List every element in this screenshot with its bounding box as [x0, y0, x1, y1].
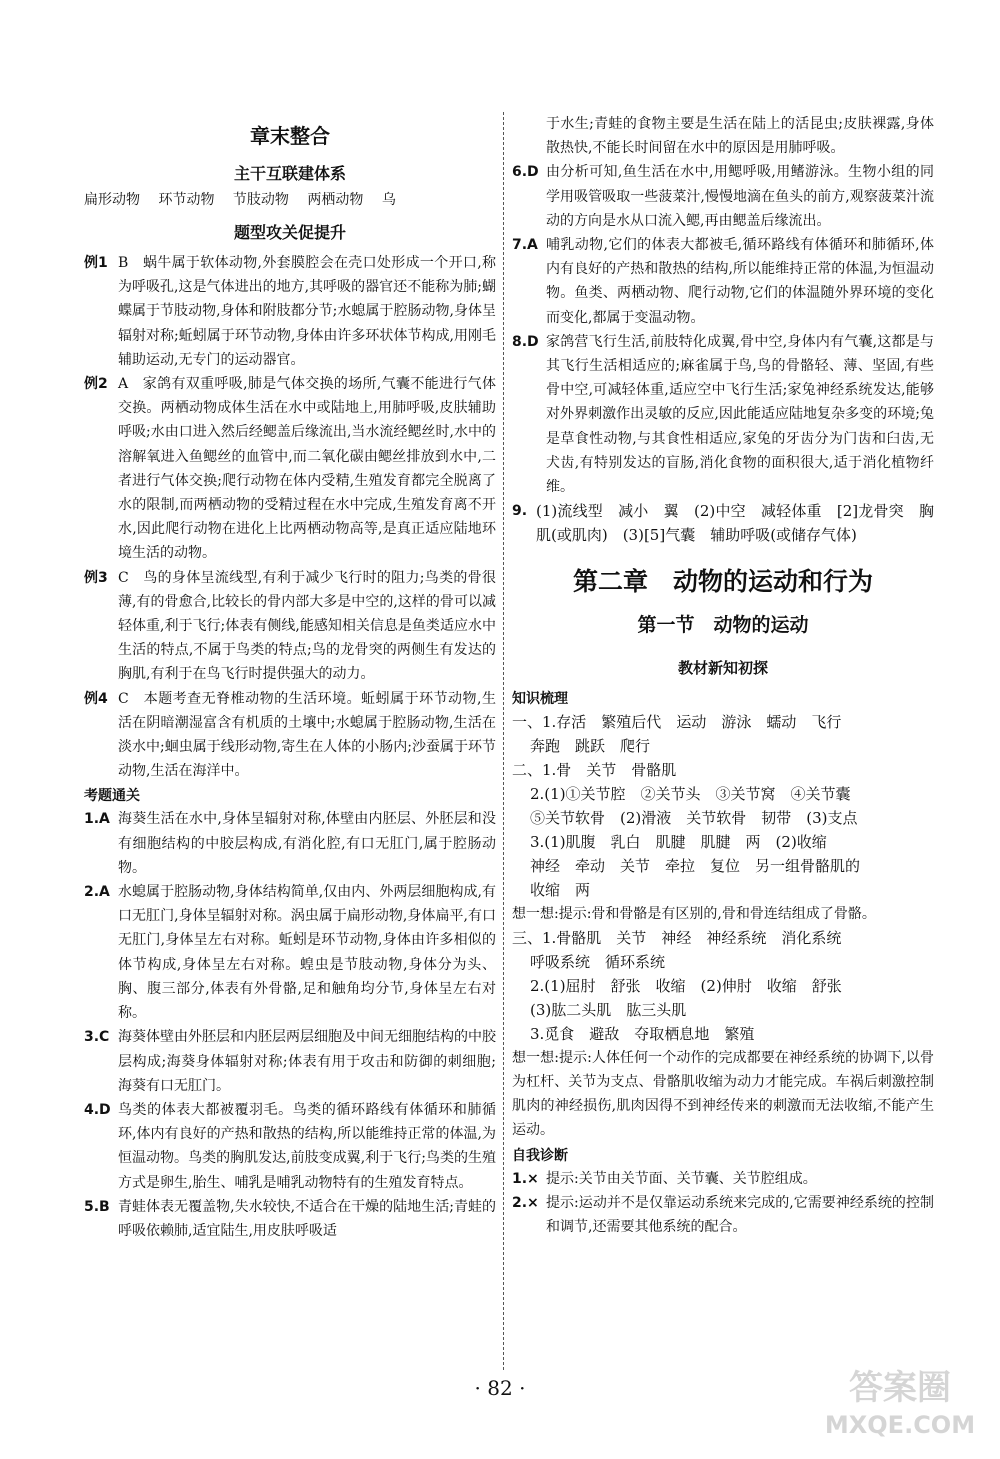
- keyword: 节肢动物: [232, 192, 289, 208]
- example-item: [84, 372, 496, 566]
- example-number: 例2: [84, 376, 108, 393]
- answer-line: 收缩 两: [530, 880, 591, 899]
- exam-text: 家鸽营飞行生活,前肢特化成翼,骨中空,身体内有气囊,这都是与其飞行生活相适应的;麻雀属于鸟,鸟的骨骼轻、薄、坚固,有些骨中空,可减轻体重,适应空中飞行生活;家兔神经系统发达,能够对外界刺激作出灵敏的反应,因此能适应陆地复杂多变的环境;兔是草食性动物,与其食性相适应,家兔的牙齿分为门齿和臼齿,无犬齿,有特别发达的盲肠,消化食物的面积很大,适于消化植物纤维。: [546, 333, 934, 496]
- exam-number: 7.A: [512, 237, 538, 254]
- exam-item: [84, 807, 496, 880]
- exam-item: [512, 499, 934, 547]
- answer-line: ⑤关节软骨 (2)滑液 关节软骨 韧带 (3)支点: [530, 808, 858, 827]
- self-check-item: [512, 1167, 934, 1191]
- exam-item: [84, 880, 496, 1025]
- self-check-number: 1.×: [512, 1170, 539, 1187]
- think-note: 想一想:提示:人体任何一个动作的完成都要在神经系统的协调下,以骨为杠杆、关节为支点、骨骼肌收缩为动力才能完成。车祸后刺激控制肌肉的神经损伤,肌肉因得不到神经传来的刺激而无法收缩,不能产生运动。: [512, 1049, 934, 1139]
- answer-line: 奔跑 跳跃 爬行: [530, 736, 651, 755]
- exam-text: 海葵体壁由外胚层和内胚层两层细胞及中间无细胞结构的中胶层构成;海葵身体辐射对称;体表有用于攻击和防御的刺细胞;海葵有口无肛门。: [118, 1029, 496, 1094]
- keyword-list: [84, 188, 496, 212]
- exam-text: 海葵生活在水中,身体呈辐射对称,体壁由内胚层、外胚层和没有细胞结构的中胶层构成,有消化腔,有口无肛门,属于腔肠动物。: [118, 811, 496, 876]
- exam-text: 水螅属于腔肠动物,身体结构简单,仅由内、外两层细胞构成,有口无肛门,身体呈辐射对称。涡虫属于扁形动物,身体扁平,有口无肛门,身体呈左右对称。蚯蚓是环节动物,身体由许多相似的体节构成,身体呈左右对称。蝗虫是节肢动物,身体分为头、胸、腹三部分,体表有外骨骼,足和触角均分节,身体呈左右对称。: [118, 884, 496, 1022]
- example-item: [84, 251, 496, 372]
- answer-line: 3.觅食 避敌 夺取栖息地 繁殖: [530, 1024, 755, 1043]
- knowledge-label: 知识梳理: [512, 690, 568, 707]
- exam-number: 9.: [512, 503, 528, 520]
- example-number: 例3: [84, 569, 108, 586]
- right-column: [512, 112, 934, 1239]
- answer-line: 3.(1)肌腹 乳白 肌腱 肌腱 两 (2)收缩: [530, 832, 827, 851]
- self-check-number: 2.×: [512, 1194, 539, 1211]
- section-title-practice: 题型攻关促提升: [233, 223, 346, 242]
- continuation-text: 于水生;青蛙的食物主要是生活在陆上的活昆虫;皮肤裸露,身体散热快,不能长时间留在水中的原因是用肺呼吸。: [546, 116, 934, 157]
- self-check-text: 提示:运动并不是仅靠运动系统来完成的,它需要神经系统的控制和调节,还需要其他系统的配合。: [546, 1194, 934, 1236]
- watermark-logo: [820, 1355, 980, 1445]
- chapter-title: 章末整合: [250, 124, 330, 148]
- keyword: 扁形动物: [84, 192, 140, 208]
- exam-number: 3.C: [84, 1029, 110, 1046]
- exam-item: [84, 1098, 496, 1195]
- think-note: 想一想:提示:骨和骨骼是有区别的,骨和骨连结组成了骨骼。: [512, 905, 876, 922]
- answer-line: 二、1.骨 关节 骨骼肌: [512, 760, 677, 779]
- keyword: 两栖动物: [307, 192, 364, 208]
- answer-line: 一、1.存活 繁殖后代 运动 游泳 蠕动 飞行: [512, 712, 842, 731]
- answer-line: 2.(1)屈肘 舒张 收缩 (2)伸肘 收缩 舒张: [530, 976, 842, 995]
- exam-text: (1)流线型 减小 翼 (2)中空 减轻体重 [2]龙骨突 胸肌(或肌肉) (3)[5]气囊 辅助呼吸(或储存气体): [536, 502, 934, 545]
- exam-text: 哺乳动物,它们的体表大都被毛,循环路线有体循环和肺循环,体内有良好的产热和散热的结构,所以能维持正常的体温,为恒温动物。鱼类、两栖动物、爬行动物,它们的体温随外界环境的变化而变化,都属于变温动物。: [546, 237, 934, 326]
- answer-line: 2.(1)①关节腔 ②关节头 ③关节窝 ④关节囊: [530, 784, 851, 803]
- exam-item: [84, 1025, 496, 1098]
- answer-line: (3)肱二头肌 肱三头肌: [530, 1000, 687, 1019]
- answer-line: 呼吸系统 循环系统: [530, 952, 666, 971]
- exam-item: [84, 1195, 496, 1243]
- example-item: [84, 687, 496, 784]
- exam-number: 6.D: [512, 164, 539, 181]
- self-check-item: [512, 1191, 934, 1239]
- self-check-label: 自我诊断: [512, 1147, 568, 1164]
- example-number: 例4: [84, 690, 108, 707]
- exam-item: [512, 160, 934, 233]
- example-item: [84, 566, 496, 687]
- exam-number: 8.D: [512, 333, 539, 350]
- example-text: C 鸟的身体呈流线型,有利于减少飞行时的阻力;鸟类的骨很薄,有的骨愈合,比较长的骨内部大多是中空的,这样的骨可以减轻体重,利于飞行;体表有侧线,能感知相关信息是鱼类适应水中生活的特点,不属于鸟类的特点;鸟的龙骨突的两侧生有发达的胸肌,有利于在鸟飞行时提供强大的动力。: [118, 569, 496, 683]
- column-divider: [503, 112, 504, 1370]
- section-title-structure: 主干互联建体系: [233, 164, 346, 183]
- subsection-title: 教材新知初探: [677, 658, 768, 677]
- left-column: [84, 112, 496, 1243]
- exam-text: 由分析可知,鱼生活在水中,用鳃呼吸,用鳍游泳。生物小组的同学用吸管吸取一些菠菜汁,慢慢地滴在鱼头的前方,观察菠菜汁流动的方向是水从口流入鳃,再由鳃盖后缘流出。: [546, 164, 934, 229]
- example-text: A 家鸽有双重呼吸,肺是气体交换的场所,气囊不能进行气体交换。两栖动物成体生活在水中或陆地上,用肺呼吸,皮肤辅助呼吸;水由口进入然后经鳃盖后缘流出,当水流经鳃丝时,水中的溶解氧进入鱼鳃丝的血管中,而二氧化碳由鳃丝排放到水中,二者进行气体交换;爬行动物在体内受精,生殖发育都完全脱离了水的限制,而两栖动物的受精过程在水中完成,生殖发育离不开水,因此爬行动物在进化上比两栖动物高等,是真正适应陆地环境生活的动物。: [118, 376, 496, 562]
- chapter-two-title: 第二章 动物的运动和行为: [572, 566, 873, 596]
- answer-line: 三、1.骨骼肌 关节 神经 神经系统 消化系统: [512, 928, 842, 947]
- exam-number: 1.A: [84, 811, 110, 828]
- keyword: 环节动物: [158, 192, 215, 208]
- exam-number: 4.D: [84, 1101, 111, 1118]
- exam-number: 5.B: [84, 1198, 110, 1215]
- example-text: B 蜗牛属于软体动物,外套膜腔会在壳口处形成一个开口,称为呼吸孔,这是气体进出的地方,其呼吸的器官还不能称为肺;蝴蝶属于节肢动物,身体和附肢都分节;水螅属于腔肠动物,身体呈辐射对称;蚯蚓属于环节动物,身体由许多环状体节构成,用刚毛辅助运动,无专门的运动器官。: [118, 255, 496, 368]
- watermark-line2: MXQE.COM: [824, 1411, 976, 1439]
- exam-text: 鸟类的体表大都被覆羽毛。鸟类的循环路线有体循环和肺循环,体内有良好的产热和散热的结构,所以能维持正常的体温,为恒温动物。鸟类的胸肌发达,前肢变成翼,利于飞行;鸟类的生殖方式是卵生,胎生、哺乳是哺乳动物特有的生殖发育特点。: [118, 1101, 496, 1191]
- page-number: · 82 ·: [474, 1376, 526, 1400]
- exam-number: 2.A: [84, 884, 110, 901]
- section-one-title: 第一节 动物的运动: [637, 613, 809, 636]
- example-text: C 本题考查无脊椎动物的生活环境。蚯蚓属于环节动物,生活在阴暗潮湿富含有机质的土壤中;水螅属于腔肠动物,生活在淡水中;蛔虫属于线形动物,寄生在人体的小肠内;沙蚕属于环节动物,生活在海洋中。: [118, 690, 496, 780]
- answer-line: 神经 牵动 关节 牵拉 复位 另一组骨骼肌的: [530, 856, 861, 875]
- watermark-line1: 答案圈: [849, 1368, 951, 1408]
- exam-label: 考题通关: [84, 788, 140, 805]
- example-number: 例1: [84, 255, 108, 271]
- exam-text: 青蛙体表无覆盖物,失水较快,不适合在干燥的陆地生活;青蛙的呼吸依赖肺,适宜陆生,用皮肤呼吸适: [118, 1198, 496, 1239]
- self-check-text: 提示:关节由关节面、关节囊、关节腔组成。: [546, 1170, 817, 1187]
- keyword: 乌: [381, 192, 396, 208]
- exam-item: [512, 330, 934, 499]
- exam-item: [512, 233, 934, 330]
